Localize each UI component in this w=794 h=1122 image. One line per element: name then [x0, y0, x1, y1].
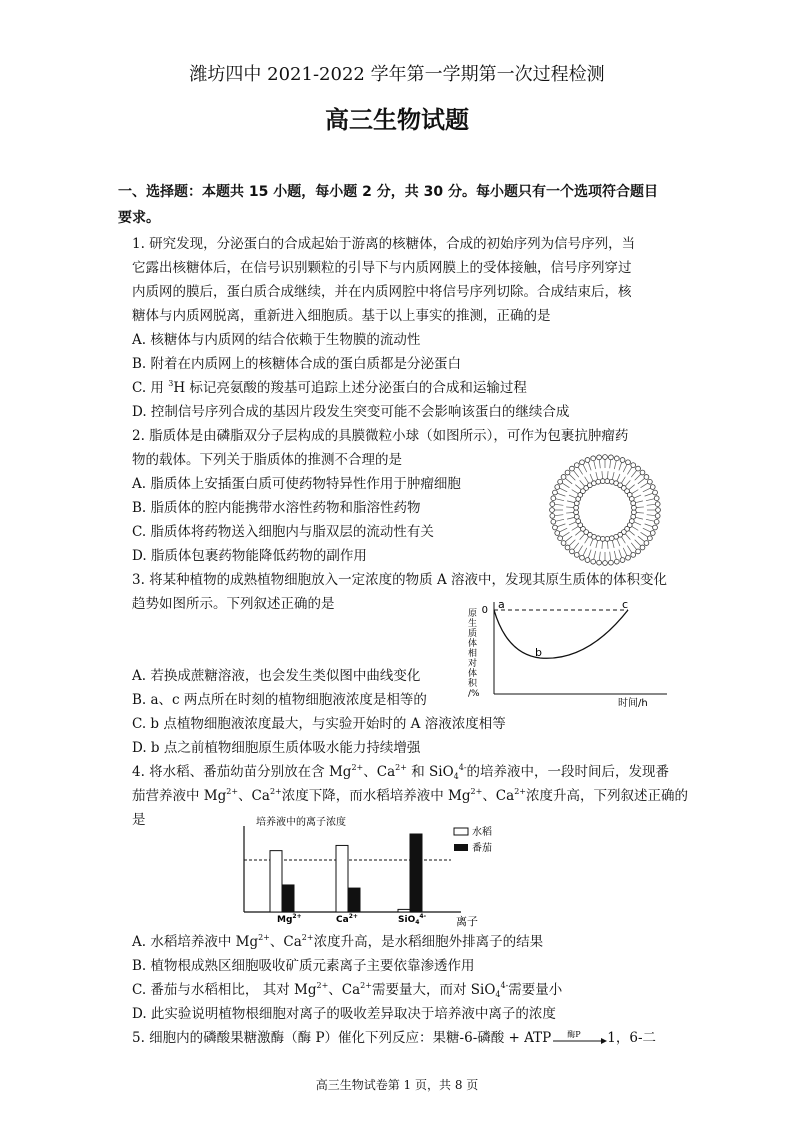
reaction-arrow: 酶P — [551, 1032, 607, 1046]
q3-option-a: A. 若换成蔗糖溶液，也会发生类似图中曲线变化 — [132, 668, 421, 684]
phospholipid-head — [553, 490, 558, 495]
q2-option-c: C. 脂质体将药物送入细胞内与脂双层的流动性有关 — [132, 524, 434, 540]
phospholipid-head — [597, 455, 602, 460]
y-axis-label-char: 原 — [468, 609, 478, 619]
phospholipid-head — [632, 505, 637, 510]
phospholipid-head — [653, 490, 658, 495]
page-footer: 高三生物试卷第 1 页，共 8 页 — [315, 1078, 479, 1092]
phospholipid-head — [555, 485, 560, 490]
phospholipid-head — [600, 537, 605, 542]
phospholipid-head — [574, 463, 579, 468]
phospholipid-head — [603, 561, 608, 566]
y-axis-label-char: 体 — [468, 639, 478, 649]
q4-stem-line2: 茄营养液中 $Mg^{2+}$、$Ca^{2+}$浓度下降，而水稻培养液中 $Mg^{2+}$、$Ca^{2+}$浓度升高，下列叙述正确的 — [132, 787, 688, 804]
phospholipid-head — [580, 460, 585, 465]
phospholipid-head — [609, 560, 614, 565]
phospholipid-head — [654, 519, 659, 524]
phospholipid-head — [655, 514, 660, 519]
phospholipid-head — [565, 470, 570, 475]
phospholipid-head — [636, 549, 641, 554]
legend-label-tomato: 番茄 — [472, 843, 492, 854]
q1-option-b: B. 附着在内质网上的核糖体合成的蛋白质都是分泌蛋白 — [132, 356, 462, 372]
rice-bar-1 — [336, 845, 348, 912]
phospholipid-head — [614, 559, 619, 564]
phospholipid-head — [561, 475, 566, 480]
phospholipid-head — [644, 475, 649, 480]
liposome-diagram — [548, 453, 662, 567]
y-axis-label-char: 体 — [468, 669, 478, 679]
phospholipid-head — [631, 552, 636, 557]
phospholipid-head — [585, 558, 590, 563]
x-axis-label: 时间/h — [618, 698, 648, 709]
phospholipid-head — [570, 549, 575, 554]
phospholipid-head — [596, 479, 601, 484]
phospholipid-head — [555, 531, 560, 536]
phospholipid-head — [558, 536, 563, 541]
phospholipid-head — [656, 508, 661, 513]
ion-concentration-chart — [236, 812, 511, 930]
q2-option-b: B. 脂质体的腔内能携带水溶性药物和脂溶性药物 — [132, 500, 421, 516]
phospholipid-head — [626, 555, 631, 560]
q3-option-c: C. b 点植物细胞液浓度最大，与实验开始时的 A 溶液浓度相等 — [132, 716, 506, 732]
q2-option-d: D. 脂质体包裹药物能降低药物的副作用 — [132, 548, 367, 564]
phospholipid-head — [580, 555, 585, 560]
legend-label-rice: 水稻 — [472, 827, 492, 838]
section-heading-line1: 一、选择题：本题共 15 小题，每小题 2 分，共 30 分。每小题只有一个选项符合题目 — [118, 184, 658, 200]
phospholipid-head — [614, 456, 619, 461]
phospholipid-head — [647, 536, 652, 541]
q1-stem-line2: 它露出核糖体后，在信号识别颗粒的引导下与内质网膜上的受体接触，信号序列穿过 — [132, 260, 632, 276]
q1-stem-line1: 1. 研究发现，分泌蛋白的合成起始于游离的核糖体，合成的初始序列为信号序列，当 — [132, 236, 636, 252]
phospholipid-head — [650, 531, 655, 536]
chart-title: 培养液中的离子浓度 — [256, 817, 346, 828]
point-c-label: c — [622, 598, 629, 611]
phospholipid-head — [609, 455, 614, 460]
q1-option-a: A. 核糖体与内质网的结合依赖于生物膜的流动性 — [132, 332, 421, 348]
q5-stem: 5. 细胞内的磷酸果糖激酶（酶 P）催化下列反应：果糖-6-磷酸 + ATP 酶P 1，6-二 — [132, 1029, 657, 1046]
phospholipid-head — [565, 545, 570, 550]
q2-stem-line2: 物的载体。下列关于脂质体的推测不合理的是 — [132, 452, 402, 468]
point-b-label: b — [535, 646, 542, 659]
phospholipid-head — [574, 510, 579, 515]
tomato-bar-1 — [348, 888, 360, 912]
tomato-bar-2 — [410, 834, 422, 912]
y-zero-label: 0 — [481, 605, 488, 616]
q1-option-d: D. 控制信号序列合成的基因片段发生突变可能不会影响该蛋白的继续合成 — [132, 404, 570, 420]
phospholipid-head — [605, 537, 610, 542]
y-axis-label-char: /% — [468, 689, 480, 699]
arrow-icon — [551, 1034, 607, 1048]
q4-option-d: D. 此实验说明植物根细胞对离子的吸收差异取决于培养液中离子的浓度 — [132, 1006, 556, 1022]
q3-option-b: B. a、c 两点所在时刻的植物细胞液浓度是相等的 — [132, 692, 427, 708]
phospholipid-head — [574, 514, 579, 519]
phospholipid-head — [600, 479, 605, 484]
category-label-sio4: SiO$_4^{4-}$ — [398, 913, 427, 926]
phospholipid-head — [561, 541, 566, 546]
phospholipid-head — [553, 525, 558, 530]
phospholipid-head — [655, 502, 660, 507]
phospholipid-head — [558, 479, 563, 484]
tomato-bar-0 — [282, 885, 294, 912]
y-axis-label-char: 生 — [468, 619, 478, 629]
phospholipid-head — [626, 460, 631, 465]
y-axis-label-char: 积 — [468, 679, 478, 689]
section-heading-line2: 要求。 — [118, 210, 160, 226]
protoplast-volume-chart — [462, 594, 672, 712]
q4-stem-line1: 4. 将水稻、番茄幼苗分别放在含 $Mg^{2+}$、$Ca^{2+}$ 和 SiO$_4^{4-}$的培养液中，一段时间后，发现番 — [132, 763, 670, 781]
phospholipid-head — [551, 519, 556, 524]
y-axis-label — [468, 608, 480, 699]
phospholipid-head — [574, 552, 579, 557]
q3-stem-line1: 3. 将某种植物的成熟植物细胞放入一定浓度的物质 A 溶液中，发现其原生质体的体积变化 — [132, 572, 668, 588]
phospholipid-head — [636, 466, 641, 471]
category-label-ca: $Ca^{2+}$ — [336, 913, 358, 925]
q1-stem-line3: 内质网的膜后，蛋白质合成继续，并在内质网腔中将信号序列切除。合成结束后，核 — [132, 284, 632, 300]
volume-curve — [494, 610, 628, 658]
q4-option-a: A. 水稻培养液中 $Mg^{2+}$、$Ca^{2+}$浓度升高，是水稻细胞外排离子的结果 — [132, 933, 544, 950]
q4-option-b: B. 植物根成熟区细胞吸收矿质元素离子主要依靠渗透作用 — [132, 958, 475, 974]
phospholipid-head — [574, 505, 579, 510]
phospholipid-head — [644, 541, 649, 546]
y-axis-label-char: 质 — [468, 629, 478, 639]
category-label-mg: $Mg^{2+}$ — [277, 913, 302, 925]
q2-option-a: A. 脂质体上安插蛋白质可使药物特异性作用于肿瘤细胞 — [132, 476, 461, 492]
phospholipid-head — [640, 545, 645, 550]
point-a-label: a — [498, 598, 505, 611]
phospholipid-head — [603, 455, 608, 460]
y-axis-label-char: 相 — [468, 649, 478, 659]
legend-swatch-tomato — [454, 844, 468, 851]
phospholipid-head — [550, 502, 555, 507]
phospholipid-head — [620, 458, 625, 463]
phospholipid-head — [647, 479, 652, 484]
phospholipid-head — [551, 496, 556, 501]
phospholipid-head — [597, 560, 602, 565]
school-exam-title: 潍坊四中 2021-2022 学年第一学期第一次过程检测 — [189, 64, 605, 85]
q1-option-c: C. 用 $^3$H 标记亮氨酸的羧基可追踪上述分泌蛋白的合成和运输过程 — [132, 379, 527, 396]
phospholipid-head — [609, 536, 614, 541]
q2-stem-line1: 2. 脂质体是由磷脂双分子层构成的具膜微粒小球（如图所示），可作为包裹抗肿瘤药 — [132, 428, 629, 444]
phospholipid-head — [653, 525, 658, 530]
rice-bar-2 — [398, 909, 410, 912]
phospholipid-head — [620, 558, 625, 563]
phospholipid-head — [591, 559, 596, 564]
phospholipid-head — [585, 458, 590, 463]
phospholipid-head — [631, 501, 636, 506]
phospholipid-head — [605, 479, 610, 484]
phospholipid-head — [570, 466, 575, 471]
phospholipid-head — [550, 514, 555, 519]
phospholipid-head — [631, 463, 636, 468]
phospholipid-head — [640, 470, 645, 475]
phospholipid-head — [650, 485, 655, 490]
legend-swatch-rice — [454, 828, 468, 835]
q3-stem-line2: 趋势如图所示。下列叙述正确的是 — [132, 596, 335, 612]
phospholipid-head — [550, 508, 555, 513]
phospholipid-head — [632, 510, 637, 515]
q1-stem-line4: 糖体与内质网脱离，重新进入细胞质。基于以上事实的推测，正确的是 — [132, 308, 551, 324]
page-title: 高三生物试题 — [325, 105, 469, 134]
phospholipid-head — [591, 456, 596, 461]
x-axis-label: 离子 — [456, 915, 478, 928]
y-axis-label-char: 对 — [468, 659, 478, 669]
q3-option-d: D. b 点之前植物细胞原生质体吸水能力持续增强 — [132, 740, 421, 756]
rice-bar-0 — [270, 851, 282, 912]
q4-stem-line3: 是 — [132, 812, 146, 828]
q4-option-c: C. 番茄与水稻相比， 其对 $Mg^{2+}$、$Ca^{2+}$需要量大，而对 SiO$_4^{4-}$需要量小 — [132, 981, 563, 999]
phospholipid-head — [654, 496, 659, 501]
